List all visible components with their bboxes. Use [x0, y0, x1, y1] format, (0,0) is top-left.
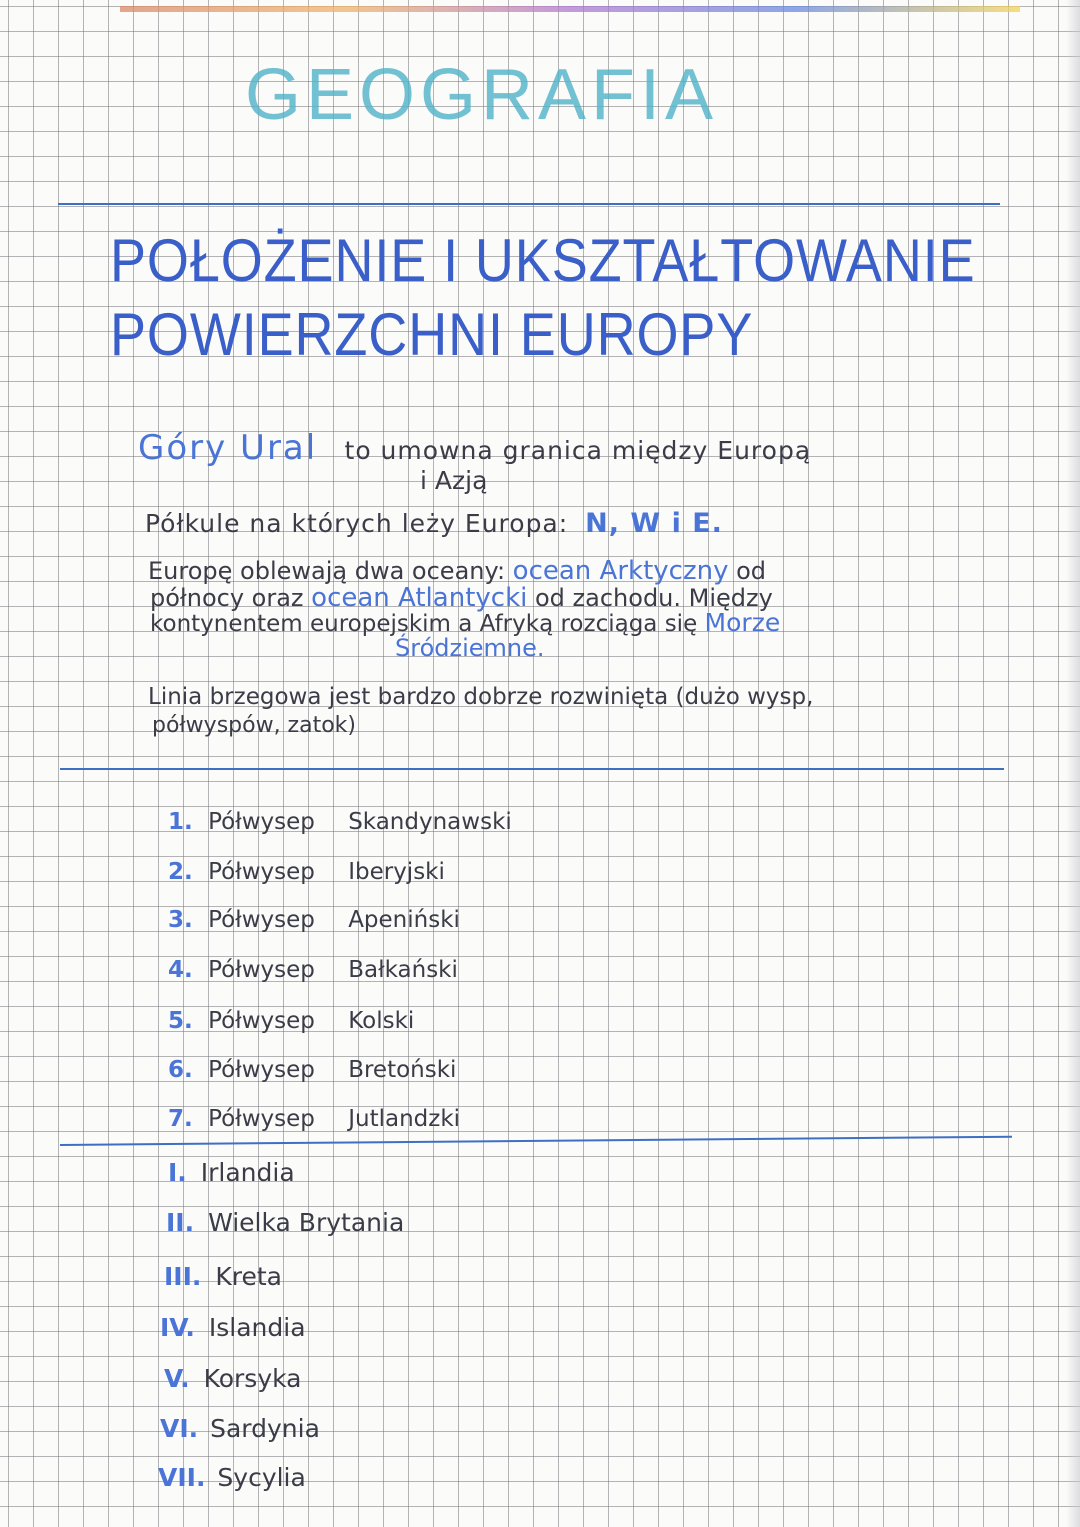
sea-mediterranean-b: Śródziemne. — [395, 634, 545, 662]
peninsula-name: Iberyjski — [348, 859, 445, 885]
peninsula-name: Jutlandzki — [348, 1106, 461, 1132]
island-name: Wielka Brytania — [208, 1208, 405, 1237]
list-item — [160, 1313, 306, 1342]
subject-heading: GEOGRAFIA — [245, 55, 719, 135]
oceans-line-3 — [150, 608, 780, 637]
peninsula-label: Półwysep — [208, 1057, 315, 1083]
peninsula-name: Kolski — [348, 1008, 415, 1034]
island-number: V. — [164, 1364, 190, 1393]
list-item — [164, 1364, 301, 1393]
hemispheres-line — [145, 508, 723, 539]
page-top-edge — [120, 6, 1020, 12]
list-item — [168, 859, 445, 885]
ocean-atlantic: ocean Atlantycki — [311, 583, 528, 613]
list-item — [158, 1463, 306, 1492]
coastline-line-1: Linia brzegowa jest bardzo dobrze rozwinięta (dużo wysp, — [148, 684, 814, 710]
peninsula-number: 2. — [168, 859, 193, 885]
island-number: VII. — [158, 1463, 206, 1492]
oceans-line-1 — [148, 556, 766, 586]
island-number: III. — [164, 1262, 202, 1291]
island-name: Sardynia — [210, 1414, 320, 1443]
peninsula-label: Półwysep — [208, 957, 315, 983]
list-item — [166, 1208, 404, 1237]
island-number: I. — [168, 1158, 187, 1187]
hemispheres-text: Półkule na których leży Europa: — [145, 509, 569, 538]
island-name: Islandia — [208, 1313, 306, 1342]
island-name: Korsyka — [203, 1364, 302, 1393]
peninsula-name: Skandynawski — [348, 809, 512, 835]
peninsula-number: 5. — [168, 1008, 193, 1034]
coastline-line-2: półwyspów, zatok) — [152, 713, 356, 738]
oceans-text-3a: kontynentem europejskim a Afryką rozciąga się — [150, 611, 698, 637]
peninsula-label: Półwysep — [208, 809, 315, 835]
oceans-text-2c: od zachodu. Między — [535, 584, 773, 612]
divider-top — [58, 203, 1000, 205]
peninsula-name: Apeniński — [348, 907, 460, 933]
page-title — [110, 224, 976, 372]
peninsula-name: Bretoński — [348, 1057, 457, 1083]
peninsula-label: Półwysep — [208, 907, 315, 933]
peninsula-number: 6. — [168, 1057, 193, 1083]
list-item — [168, 1008, 414, 1034]
divider-middle — [60, 768, 1004, 770]
ural-heading: Góry Ural — [138, 428, 318, 468]
peninsula-number: 4. — [168, 957, 193, 983]
peninsula-label: Półwysep — [208, 1106, 315, 1132]
list-item — [168, 809, 512, 835]
list-item — [168, 907, 460, 933]
oceans-text-1c: od — [736, 557, 767, 585]
title-line-2: POWIERZCHNI EUROPY — [110, 301, 754, 368]
peninsula-label: Półwysep — [208, 859, 315, 885]
peninsula-name: Bałkański — [348, 957, 458, 983]
page-right-edge — [1066, 0, 1080, 1527]
sea-mediterranean-a: Morze — [704, 608, 781, 637]
oceans-text-1a: Europę oblewają dwa oceany: — [148, 557, 506, 585]
title-line-1: POŁOŻENIE I UKSZTAŁTOWANIE — [110, 227, 976, 294]
oceans-text-2a: północy oraz — [150, 584, 304, 612]
list-item — [160, 1414, 320, 1443]
peninsula-number: 3. — [168, 907, 193, 933]
island-number: IV. — [160, 1313, 195, 1342]
list-item — [168, 1057, 456, 1083]
list-item — [168, 1158, 295, 1187]
list-item — [164, 1262, 282, 1291]
peninsula-number: 1. — [168, 809, 193, 835]
ural-text-b: i Azją — [420, 466, 488, 495]
ural-text-a: to umowna granica między Europą — [344, 436, 812, 465]
list-item — [168, 1106, 460, 1132]
island-number: II. — [166, 1208, 195, 1237]
hemispheres-value: N, W i E. — [585, 508, 723, 539]
divider-bottom — [60, 1136, 1012, 1146]
island-name: Irlandia — [200, 1158, 295, 1187]
ocean-arctic: ocean Arktyczny — [512, 556, 729, 586]
peninsula-number: 7. — [168, 1106, 193, 1132]
ural-line — [138, 428, 811, 468]
island-name: Sycylia — [217, 1463, 306, 1492]
island-name: Kreta — [215, 1262, 282, 1291]
peninsula-label: Półwysep — [208, 1008, 315, 1034]
list-item — [168, 957, 458, 983]
island-number: VI. — [160, 1414, 199, 1443]
